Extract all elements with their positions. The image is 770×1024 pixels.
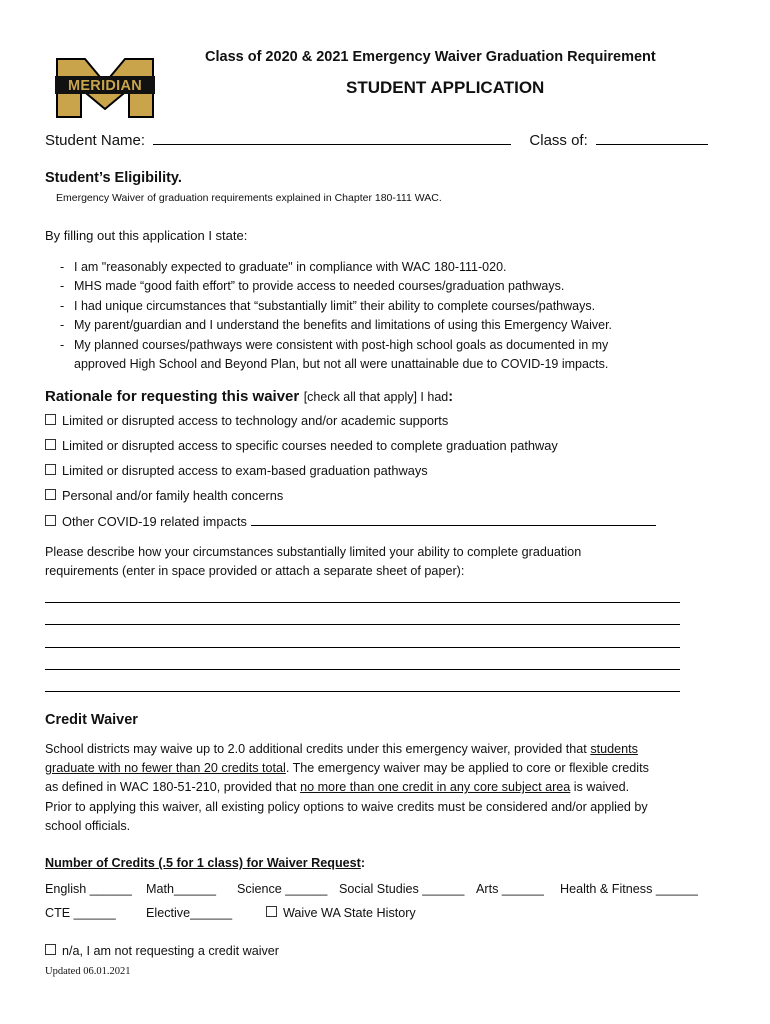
- rationale-option[interactable]: Other COVID-19 related impacts: [45, 513, 656, 538]
- form-subtitle: STUDENT APPLICATION: [346, 78, 545, 97]
- checkbox-icon[interactable]: [45, 489, 56, 500]
- describe-prompt: Please describe how your circumstances substantially limited your ability to complete graduation requirements (enter in space provided or attach a separate sheet of paper):: [45, 545, 582, 579]
- response-line[interactable]: [45, 691, 680, 692]
- credit-field[interactable]: CTE ______: [45, 906, 116, 920]
- updated-date: Updated 06.01.2021: [45, 966, 131, 977]
- rationale-option[interactable]: Limited or disrupted access to exam-based graduation pathways: [45, 463, 656, 488]
- waive-history-option[interactable]: Waive WA State History: [266, 906, 416, 920]
- credit-field[interactable]: Social Studies ______: [339, 882, 465, 896]
- rationale-heading-row: Rationale for requesting this waiver [check all that apply] I had:: [45, 388, 454, 405]
- eligibility-note: Emergency Waiver of graduation requirements explained in Chapter 180-111 WAC.: [56, 192, 442, 204]
- student-name-field[interactable]: [153, 130, 511, 145]
- checkbox-icon[interactable]: [45, 464, 56, 475]
- checkbox-icon[interactable]: [266, 906, 277, 917]
- student-name-label: Student Name:: [45, 132, 146, 149]
- checkbox-icon[interactable]: [45, 439, 56, 450]
- list-item: - My planned courses/pathways were consistent with post-high school goals as documented in my: [60, 337, 609, 352]
- response-line[interactable]: [45, 602, 680, 603]
- rationale-option[interactable]: Limited or disrupted access to technology and/or academic supports: [45, 413, 656, 438]
- list-item: - My parent/guardian and I understand the benefits and limitations of using this Emergency Waiver.: [60, 318, 613, 333]
- credits-heading-row: Number of Credits (.5 for 1 class) for Waiver Request:: [45, 856, 366, 870]
- response-line[interactable]: [45, 647, 680, 648]
- response-line[interactable]: [45, 624, 680, 625]
- eligibility-intro: By filling out this application I state:: [45, 228, 248, 243]
- eligibility-heading: Student’s Eligibility.: [45, 170, 182, 186]
- credit-waiver-text: School districts may waive up to 2.0 additional credits under this emergency waiver, provided that students graduate with no fewer than 20 credits total. The emergency waiver may be applied to core or flexible credits as defined in WAC 180-51-210, provided that no more than one credit in any core subject area is waived. Prior to applying this waiver, all existing policy options to waive credits must be considered and/or applied by school officials.: [45, 742, 649, 833]
- class-of-label: Class of:: [529, 132, 588, 149]
- rationale-options: [45, 413, 656, 538]
- no-credit-waiver-option[interactable]: n/a, I am not requesting a credit waiver: [45, 944, 279, 958]
- form-title: Class of 2020 & 2021 Emergency Waiver Graduation Requirement: [205, 49, 656, 65]
- rationale-option[interactable]: Personal and/or family health concerns: [45, 488, 656, 513]
- list-item: - I am "reasonably expected to graduate" in compliance with WAC 180-111-020.: [60, 260, 507, 274]
- credit-field[interactable]: Math______: [146, 882, 217, 896]
- checkbox-icon[interactable]: [45, 944, 56, 955]
- credit-field[interactable]: English ______: [45, 882, 132, 896]
- meridian-logo: [55, 57, 155, 119]
- checkbox-icon[interactable]: [45, 515, 56, 526]
- class-of-field[interactable]: [596, 130, 708, 145]
- student-info-row: [45, 130, 708, 149]
- credit-field[interactable]: Elective______: [146, 906, 233, 920]
- credits-heading: Number of Credits (.5 for 1 class) for Waiver Request: [45, 856, 361, 870]
- rationale-heading: Rationale for requesting this waiver: [45, 388, 300, 405]
- credit-field[interactable]: Health & Fitness ______: [560, 882, 698, 896]
- list-item: - I had unique circumstances that “substantially limit” their ability to complete courses/pathways.: [60, 298, 596, 313]
- list-item: - MHS made “good faith effort” to provide access to needed courses/graduation pathways.: [60, 279, 565, 294]
- other-impacts-field[interactable]: [251, 513, 656, 526]
- rationale-heading-note: [check all that apply] I had: [303, 390, 449, 404]
- eligibility-list: [60, 258, 612, 374]
- response-line[interactable]: [45, 669, 680, 670]
- rationale-option[interactable]: Limited or disrupted access to specific courses needed to complete graduation pathway: [45, 438, 656, 463]
- credit-field[interactable]: Arts ______: [476, 882, 544, 896]
- checkbox-icon[interactable]: [45, 414, 56, 425]
- list-item: approved High School and Beyond Plan, but not all were unattainable due to COVID-19 impacts.: [74, 357, 609, 372]
- credit-field[interactable]: Science ______: [237, 882, 328, 896]
- logo-text: MERIDIAN: [67, 78, 143, 94]
- credit-waiver-heading: Credit Waiver: [45, 712, 138, 728]
